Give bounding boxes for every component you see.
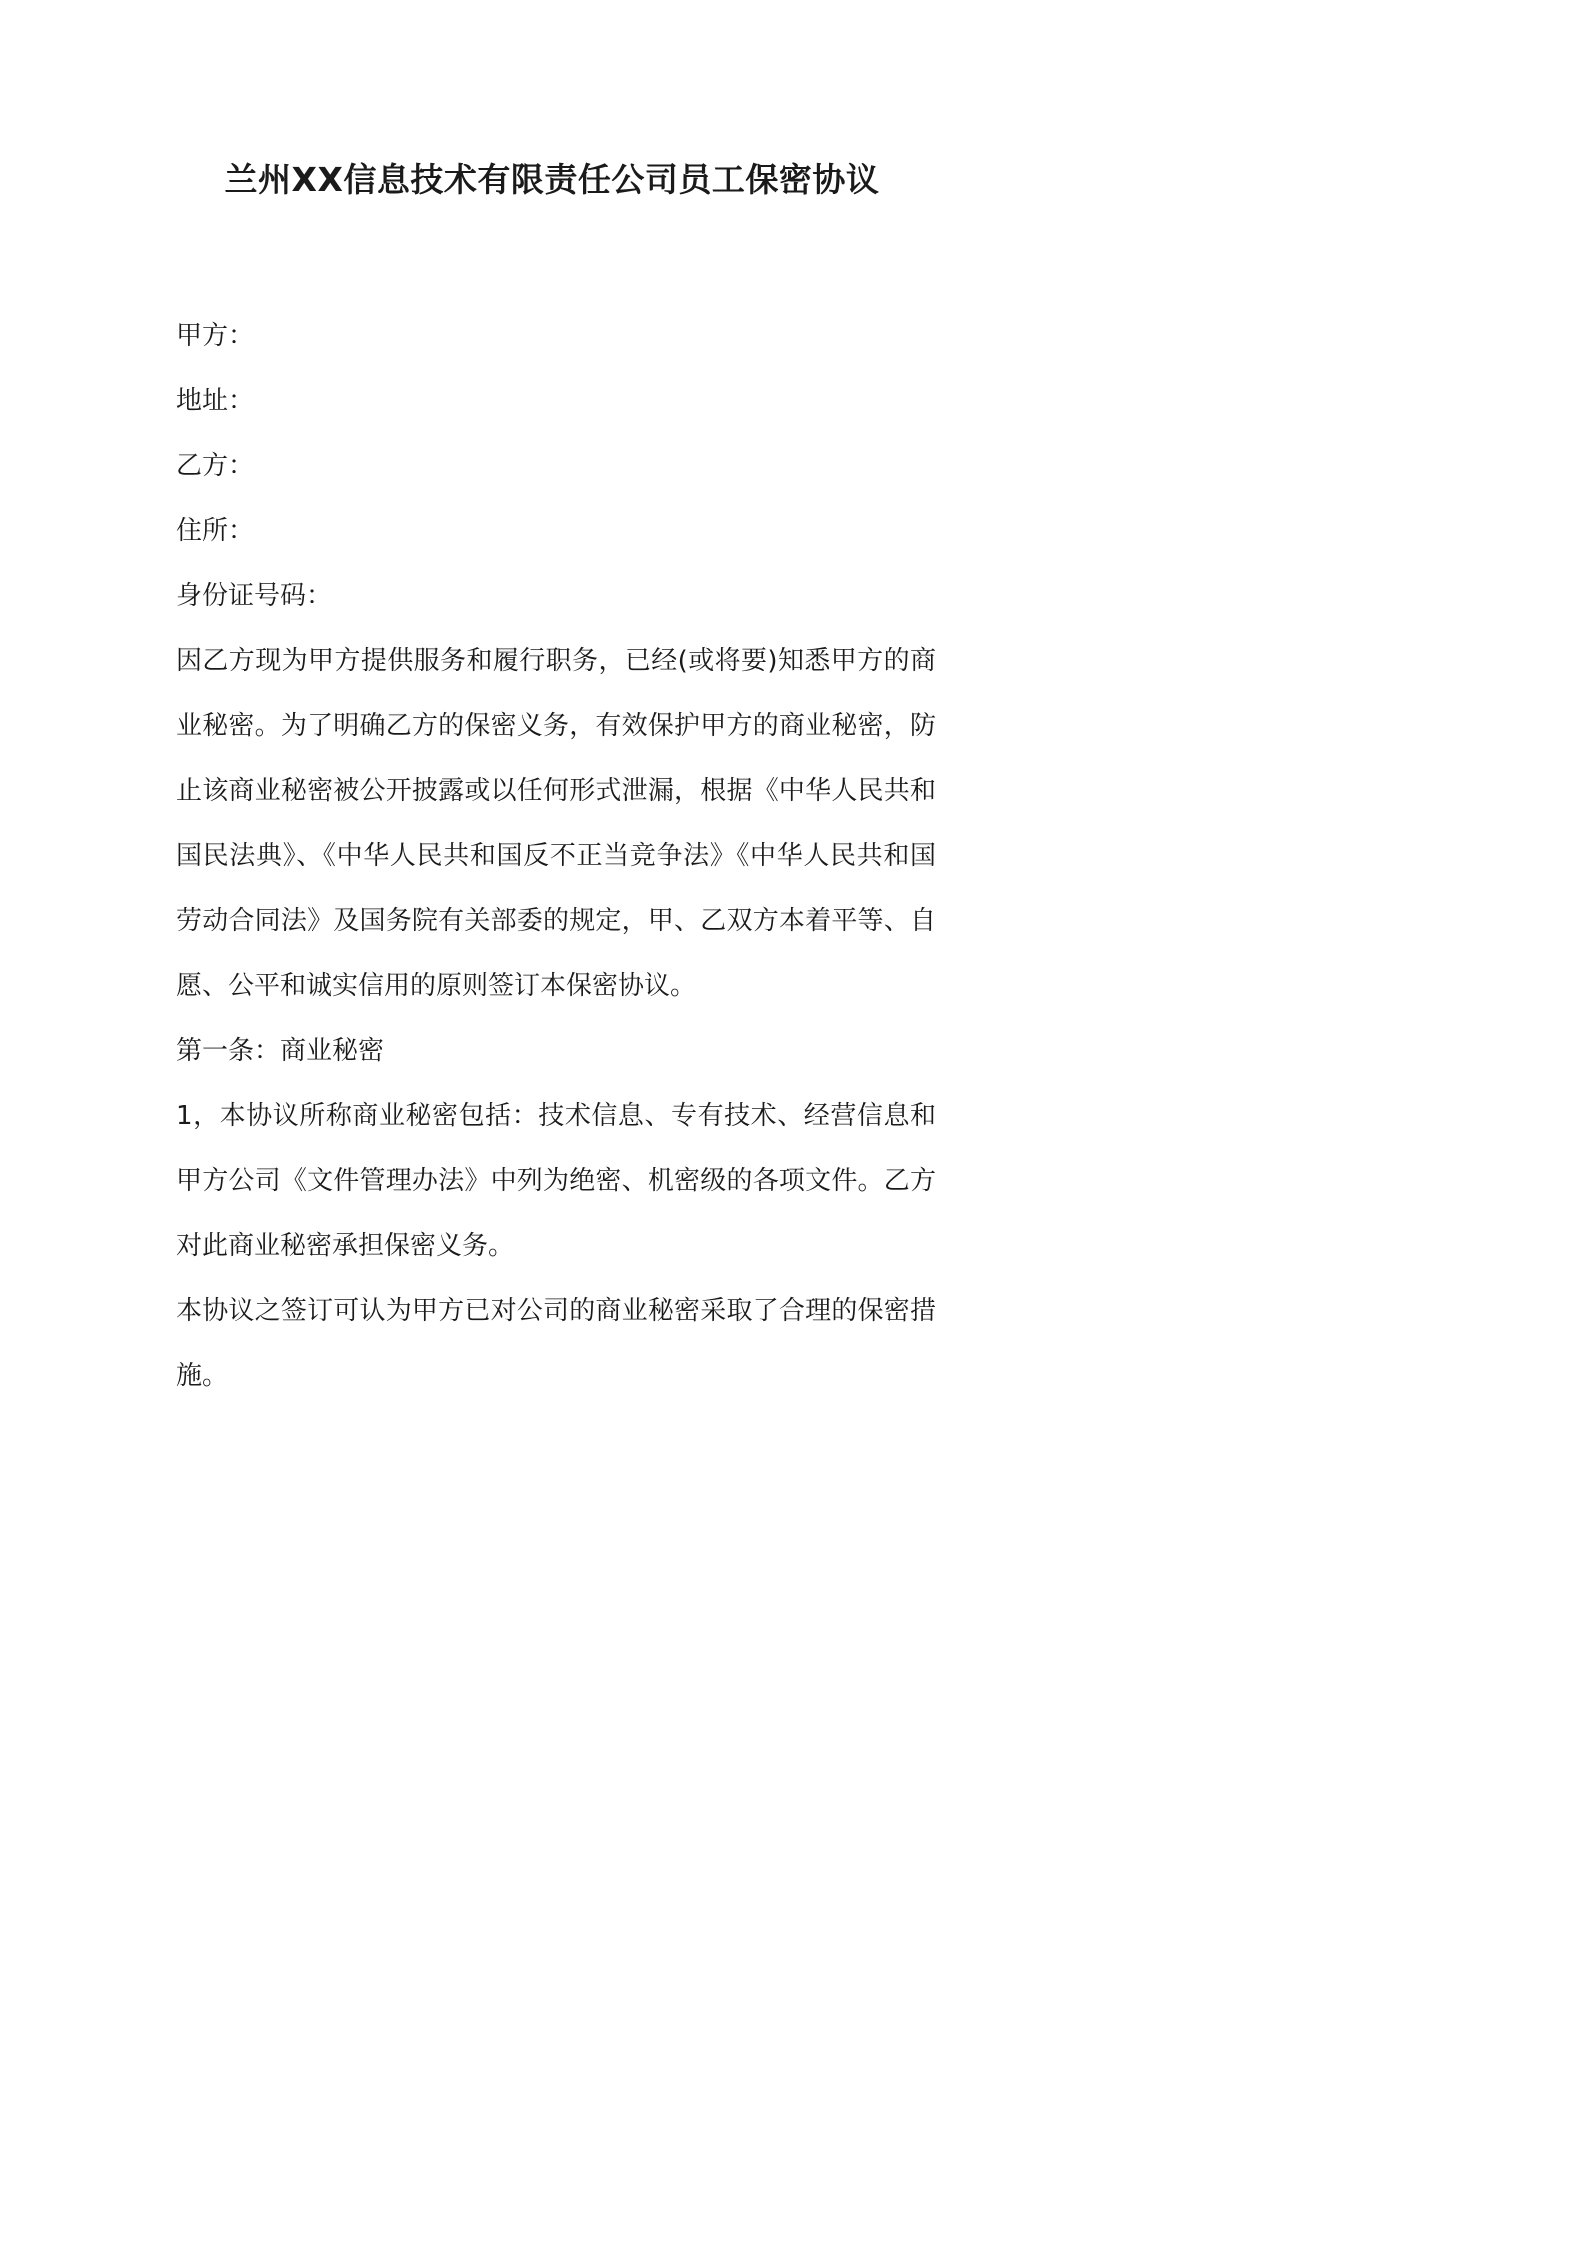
document-body bbox=[176, 304, 936, 1409]
preamble-paragraph: 因乙方现为甲方提供服务和履行职务，已经(或将要)知悉甲方的商业秘密。为了明确乙方的保密义务，有效保护甲方的商业秘密，防止该商业秘密被公开披露或以任何形式泄漏，根据《中华人民共和国民法典》、《中华人民共和国反不正当竞争法》《中华人民共和国劳动合同法》及国务院有关部委的规定，甲、乙双方本着平等、自愿、公平和诚实信用的原则签订本保密协议。 bbox=[176, 646, 936, 1001]
field-residence: 住所： bbox=[176, 516, 255, 546]
clause-paragraph: 1，本协议所称商业秘密包括：技术信息、专有技术、经营信息和甲方公司《文件管理办法》中列为绝密、机密级的各项文件。乙方对此商业秘密承担保密义务。 bbox=[176, 1101, 936, 1261]
field-id-number: 身份证号码： bbox=[176, 581, 333, 611]
field-party-b: 乙方： bbox=[176, 451, 255, 481]
note-paragraph: 本协议之签订可认为甲方已对公司的商业秘密采取了合理的保密措施。 bbox=[176, 1296, 936, 1391]
article-heading: 第一条：商业秘密 bbox=[176, 1036, 385, 1066]
field-party-a: 甲方： bbox=[176, 321, 255, 351]
field-address: 地址： bbox=[176, 386, 255, 416]
document-title: 兰州XX信息技术有限责任公司员工保密协议 bbox=[224, 160, 880, 199]
document-page bbox=[0, 0, 1104, 1560]
